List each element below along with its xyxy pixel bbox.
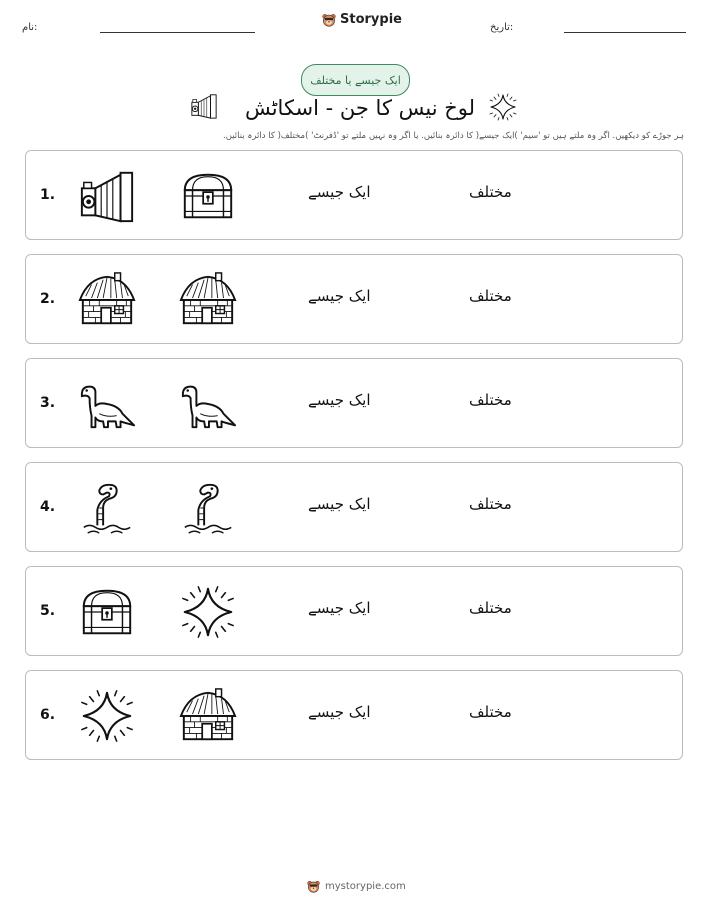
option-different[interactable]: مختلف: [469, 391, 512, 409]
name-line: [100, 32, 255, 33]
exercise-row: [25, 566, 683, 656]
row-number: 1.: [40, 187, 56, 203]
worksheet-type-tag: ایک جیسے یا مختلف: [301, 64, 410, 96]
exercise-row: [25, 358, 683, 448]
date-line: [564, 32, 686, 33]
bear-icon: [307, 880, 320, 893]
bear-icon: [322, 13, 336, 27]
sparkle-icon: [179, 583, 237, 641]
instructions-text: ہر جوڑے کو دیکھیں. اگر وہ ملتے ہیں تو 'سیم' )ایک جیسے( کا دائرہ بنائیں. یا اگر وہ نہیں ملتے تو 'ڈفرنٹ' )مختلف( کا دائرہ بنائیں.: [223, 131, 684, 141]
row-number: 2.: [40, 291, 56, 307]
row-number: 4.: [40, 499, 56, 515]
dinosaur-icon: [78, 375, 136, 433]
row-number: 6.: [40, 707, 56, 723]
option-same[interactable]: ایک جیسے: [308, 703, 371, 721]
option-same[interactable]: ایک جیسے: [308, 183, 371, 201]
option-different[interactable]: مختلف: [469, 599, 512, 617]
row-number: 3.: [40, 395, 56, 411]
storypie-logo: [322, 12, 402, 27]
treasure-chest-icon: [78, 583, 136, 641]
footer-url[interactable]: mystorypie.com: [325, 881, 406, 892]
exercise-row: [25, 670, 683, 760]
cottage-icon: [78, 271, 136, 329]
option-same[interactable]: ایک جیسے: [308, 287, 371, 305]
sparkle-icon: [78, 687, 136, 745]
footer: [307, 880, 406, 893]
page-title: لوخ نیس کا جن - اسکاٹش: [244, 96, 476, 120]
option-different[interactable]: مختلف: [469, 495, 512, 513]
option-same[interactable]: ایک جیسے: [308, 599, 371, 617]
date-label: تاریخ:: [490, 22, 514, 33]
loch-ness-monster-icon: [78, 479, 136, 537]
row-number: 5.: [40, 603, 56, 619]
option-same[interactable]: ایک جیسے: [308, 391, 371, 409]
brand-name: Storypie: [340, 12, 402, 27]
dinosaur-icon: [179, 375, 237, 433]
exercise-row: [25, 150, 683, 240]
exercise-row: [25, 462, 683, 552]
option-different[interactable]: مختلف: [469, 703, 512, 721]
exercise-row: [25, 254, 683, 344]
sparkle-icon: [488, 92, 518, 122]
loch-ness-monster-icon: [179, 479, 237, 537]
option-different[interactable]: مختلف: [469, 287, 512, 305]
cottage-icon: [179, 271, 237, 329]
treasure-chest-icon: [179, 167, 237, 225]
camera-icon: [78, 167, 136, 225]
option-same[interactable]: ایک جیسے: [308, 495, 371, 513]
option-different[interactable]: مختلف: [469, 183, 512, 201]
camera-icon: [190, 92, 218, 120]
name-label: نام:: [22, 22, 38, 33]
cottage-icon: [179, 687, 237, 745]
